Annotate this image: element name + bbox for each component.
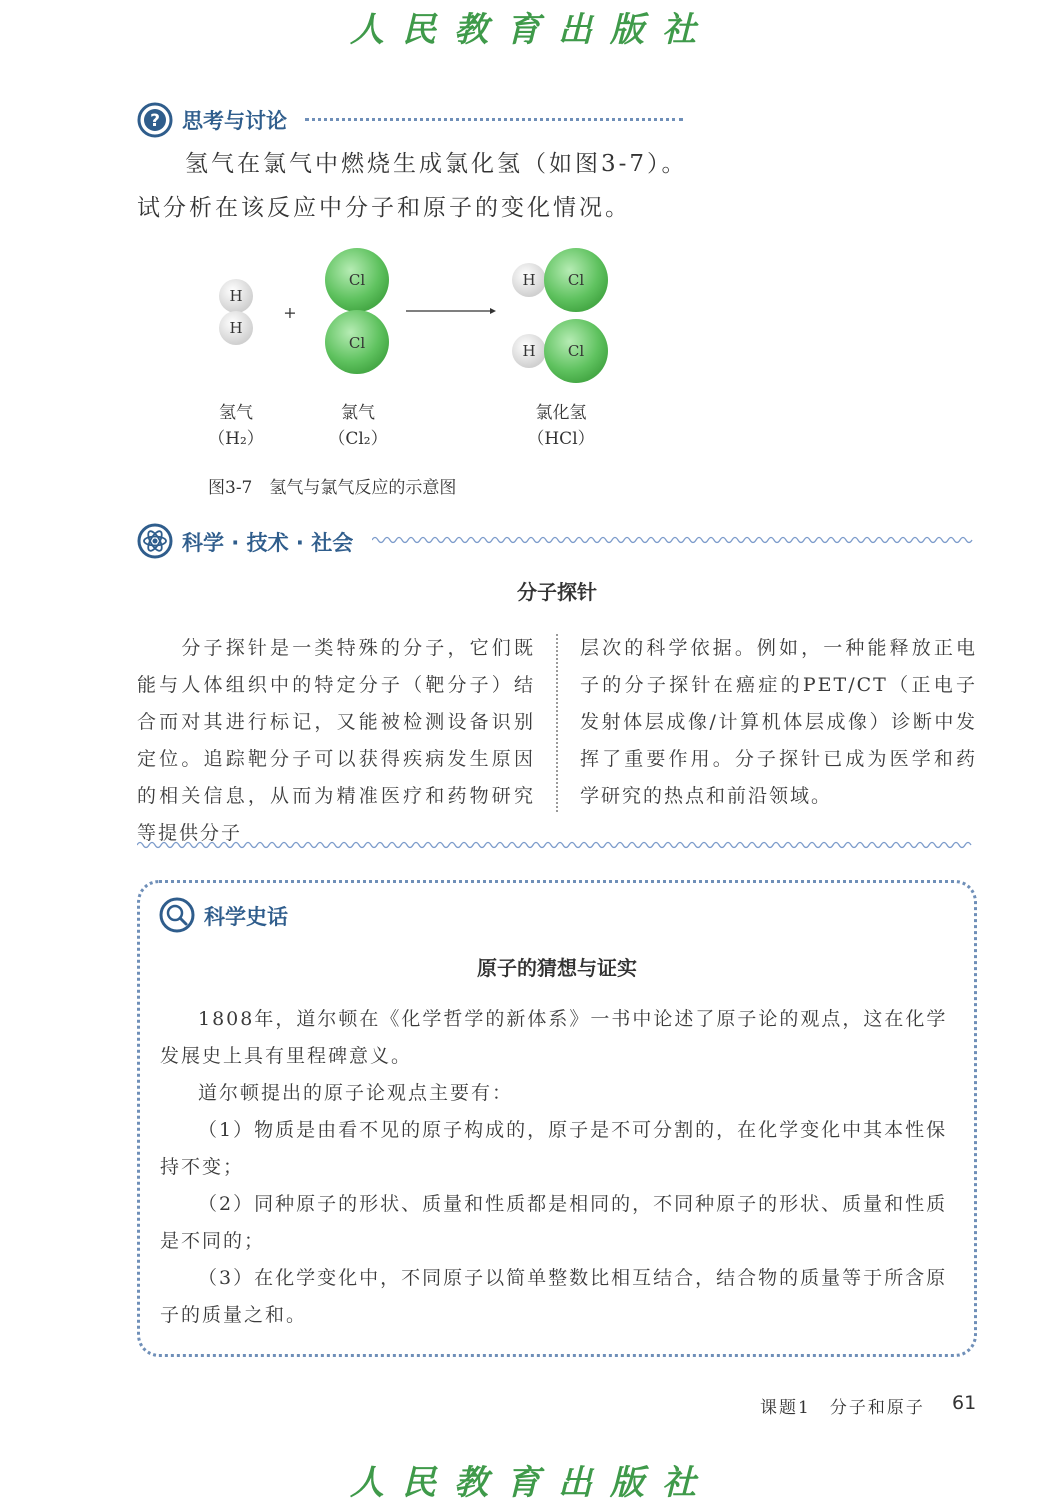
history-subtitle: 原子的猜想与证实 (477, 956, 637, 980)
reaction-diagram (200, 240, 640, 400)
svg-text:H: H (229, 287, 243, 305)
figure-caption: 图3-7 氢气与氯气反应的示意图 (208, 478, 457, 498)
section-divider (305, 118, 683, 121)
history-section-title: 科学史话 (204, 905, 288, 929)
label-h2: 氢气 (219, 403, 253, 423)
history-paragraph: 1808年，道尔顿在《化学哲学的新体系》一书中论述了原子论的观点，这在化学发展史上具有里程碑意义。 (160, 1008, 948, 1067)
cl2-molecule (325, 248, 389, 374)
sts-section-title: 科学 · 技术 · 社会 (182, 531, 354, 555)
label-cl2: 氯气 (341, 403, 375, 423)
page-number: 61 (952, 1392, 977, 1414)
chapter-label: 课题1 分子和原子 (760, 1398, 925, 1418)
think-paragraph-line1: 氢气在氯气中燃烧生成氯化氢（如图3-7）。 (185, 151, 688, 177)
sts-right-column: 层次的科学依据。例如，一种能释放正电子的分子探针在癌症的PET/CT（正电子发射体层成像/计算机体层成像）诊断中发挥了重要作用。分子探针已成为医学和药学研究的热点和前沿领域。 (580, 637, 977, 807)
svg-text:H: H (522, 342, 536, 360)
column-divider (556, 634, 558, 812)
think-section-title: 思考与讨论 (182, 109, 287, 133)
label-hcl: 氯化氢 (535, 403, 587, 423)
svg-text:Cl: Cl (348, 334, 366, 352)
history-paragraph: （3）在化学变化中，不同原子以简单整数比相互结合，结合物的质量等于所含原子的质量之和。 (160, 1267, 948, 1326)
hcl-molecules (512, 248, 608, 383)
svg-text:?: ? (150, 111, 160, 131)
svg-text:H: H (522, 271, 536, 289)
history-paragraph: 道尔顿提出的原子论观点主要有： (198, 1082, 514, 1104)
magnifier-icon (159, 897, 195, 933)
formula-cl2: （Cl₂） (328, 429, 388, 449)
plus-sign: + (283, 303, 297, 322)
svg-text:Cl: Cl (348, 271, 366, 289)
history-paragraph: （2）同种原子的形状、质量和性质都是相同的，不同种原子的形状、质量和性质是不同的； (160, 1193, 948, 1252)
think-paragraph-line2: 试分析在该反应中分子和原子的变化情况。 (137, 195, 631, 221)
publisher-watermark: 人民教育出版社 (350, 10, 714, 50)
h2-molecule (219, 279, 253, 345)
formula-hcl: （HCl） (527, 429, 595, 449)
reaction-arrow (406, 308, 496, 314)
sts-left-column: 分子探针是一类特殊的分子，它们既能与人体组织中的特定分子（靶分子）结合而对其进行标记，又能被检测设备识别定位。追踪靶分子可以获得疾病发生原因的相关信息，从而为精准医疗和药物研究等提供分子 (137, 637, 535, 844)
history-paragraph: （1）物质是由看不见的原子构成的，原子是不可分割的，在化学变化中其本性保持不变； (160, 1119, 948, 1178)
formula-h2: （H₂） (208, 429, 264, 449)
sts-subtitle: 分子探针 (517, 580, 597, 604)
svg-text:Cl: Cl (567, 342, 585, 360)
history-body (160, 1001, 956, 1334)
wavy-divider (372, 535, 978, 545)
publisher-watermark-bottom: 人民教育出版社 (350, 1463, 714, 1503)
atom-icon (137, 523, 173, 559)
svg-text:Cl: Cl (567, 271, 585, 289)
question-icon (137, 102, 173, 138)
svg-text:H: H (229, 319, 243, 337)
wavy-divider-bottom (137, 840, 977, 850)
